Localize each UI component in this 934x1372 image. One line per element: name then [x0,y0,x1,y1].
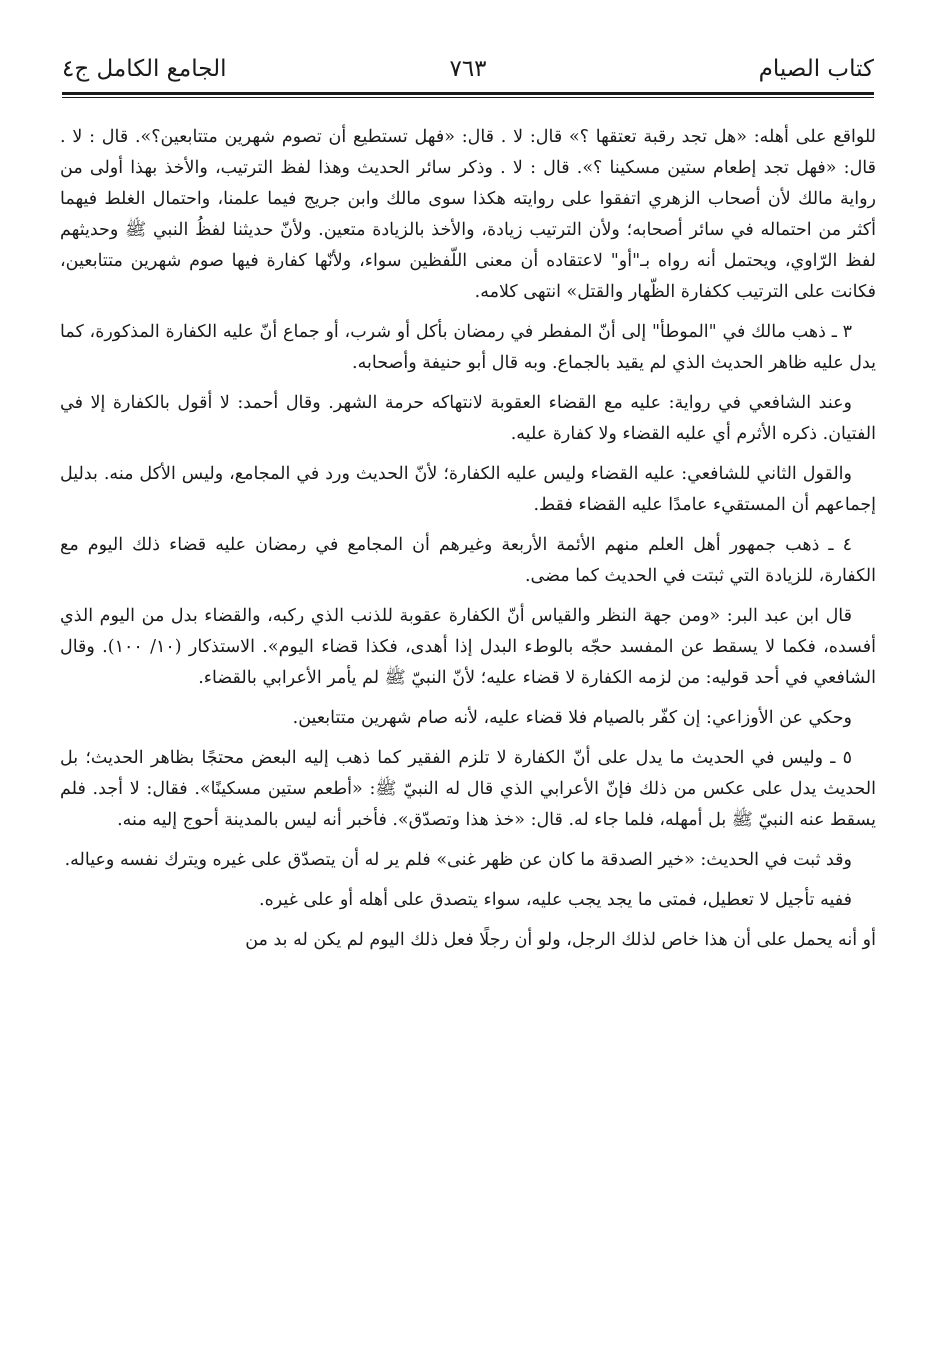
paragraph: وعند الشافعي في رواية: عليه مع القضاء العقوبة لانتهاكه حرمة الشهر. وقال أحمد: لا أقول بالكفارة إلا في الفتيان. ذكره الأثرم أي عليه القضاء ولا كفارة عليه. [60,393,876,444]
paragraph: قال ابن عبد البر: «ومن جهة النظر والقياس أنّ الكفارة عقوبة للذنب الذي ركبه، والقضاء بدل من اليوم الذي أفسده، فكما لا يسقط عن المفسد حجّه بالوطء البدل إذا أهدى، فكذا قضاء اليوم». الاستذكار (١٠/ ١٠٠). وقال الشافعي في أحد قوليه: من لزمه الكفارة لا قضاء عليه؛ لأنّ النبيّ ﷺ لم يأمر الأعرابي بالقضاء. [60,606,876,688]
paragraph: والقول الثاني للشافعي: عليه القضاء وليس عليه الكفارة؛ لأنّ الحديث ورد في المجامع، وليس الأكل منه. بدليل إجماعهم أن المستقيء عامدًا عليه القضاء فقط. [60,464,876,515]
paragraph: وحكي عن الأوزاعي: إن كفّر بالصيام فلا قضاء عليه، لأنه صام شهرين متتابعين. [292,708,852,728]
paragraph: ففيه تأجيل لا تعطيل، فمتى ما يجد يجب عليه، سواء يتصدق على أهله أو على غيره. [259,890,852,910]
section-title: كتاب الصيام [758,56,874,82]
paragraph: وقد ثبت في الحديث: «خير الصدقة ما كان عن ظهر غنى» فلم ير له أن يتصدّق على غيره ويترك نفسه وعياله. [64,850,852,870]
paragraph: للواقع على أهله: «هل تجد رقبة تعتقها ؟» قال: لا . قال: «فهل تستطيع أن تصوم شهرين متتابعين؟». قال : لا . قال: «فهل تجد إطعام ستين مسكينا ؟». قال : لا . وذكر سائر الحديث وهذا لفظ الترتيب، والأخذ بهذا أولى من رواية مالك لأن أصحاب الزهري اتفقوا على روايته هكذا سوى مالك وابن جريج فيما علمنا، واحتمال الغلط فيهما أكثر من احتماله في سائر أصحابه؛ ولأن الترتيب زيادة، والأخذ بالزيادة متعين. ولأنّ حديثنا لفظُ النبي ﷺ وحديثهم لفظ الرّاوي، ويحتمل أنه رواه بـ"أو" لاعتقاده أن معنى اللّفظين سواء، ولأنّها كفارة فيها صوم شهرين متتابعين، فكانت على الترتيب ككفارة الظّهار والقتل» انتهى كلامه. [60,127,876,302]
header-rule-thin [62,97,874,98]
header-rule [62,92,874,95]
paragraph: ٣ ـ ذهب مالك في "الموطأ" إلى أنّ المفطر في رمضان بأكل أو شرب، أو جماع أنّ عليه الكفارة المذكورة، كما يدل عليه ظاهر الحديث الذي لم يقيد بالجماع. وبه قال أبو حنيفة وأصحابه. [60,322,876,373]
paragraph: أو أنه يحمل على أن هذا خاص لذلك الرجل، ولو أن رجلًا فعل ذلك اليوم لم يكن له بد من [245,930,876,950]
page-header [62,52,874,92]
paragraph: ٤ ـ ذهب جمهور أهل العلم منهم الأئمة الأربعة وغيرهم أن المجامع في رمضان عليه قضاء ذلك اليوم مع الكفارة، للزيادة التي ثبتت في الحديث كما مضى. [60,535,876,586]
book-title: الجامع الكامل ج٤ [62,56,227,82]
paragraph: ٥ ـ وليس في الحديث ما يدل على أنّ الكفارة لا تلزم الفقير كما ذهب إليه البعض محتجًا بظاهر الحديث؛ بل الحديث يدل على عكس من ذلك فإنّ الأعرابي الذي قال له النبيّ ﷺ: «أطعم ستين مسكينًا». فقال: لا أجد. فلم يسقط عنه النبيّ ﷺ بل أمهله، فلما جاء له. قال: «خذ هذا وتصدّق». فأخبر أنه ليس بالمدينة أحوج إليه منه. [60,748,876,830]
page-body [60,122,876,965]
page-number: ٧٦٣ [449,56,487,82]
